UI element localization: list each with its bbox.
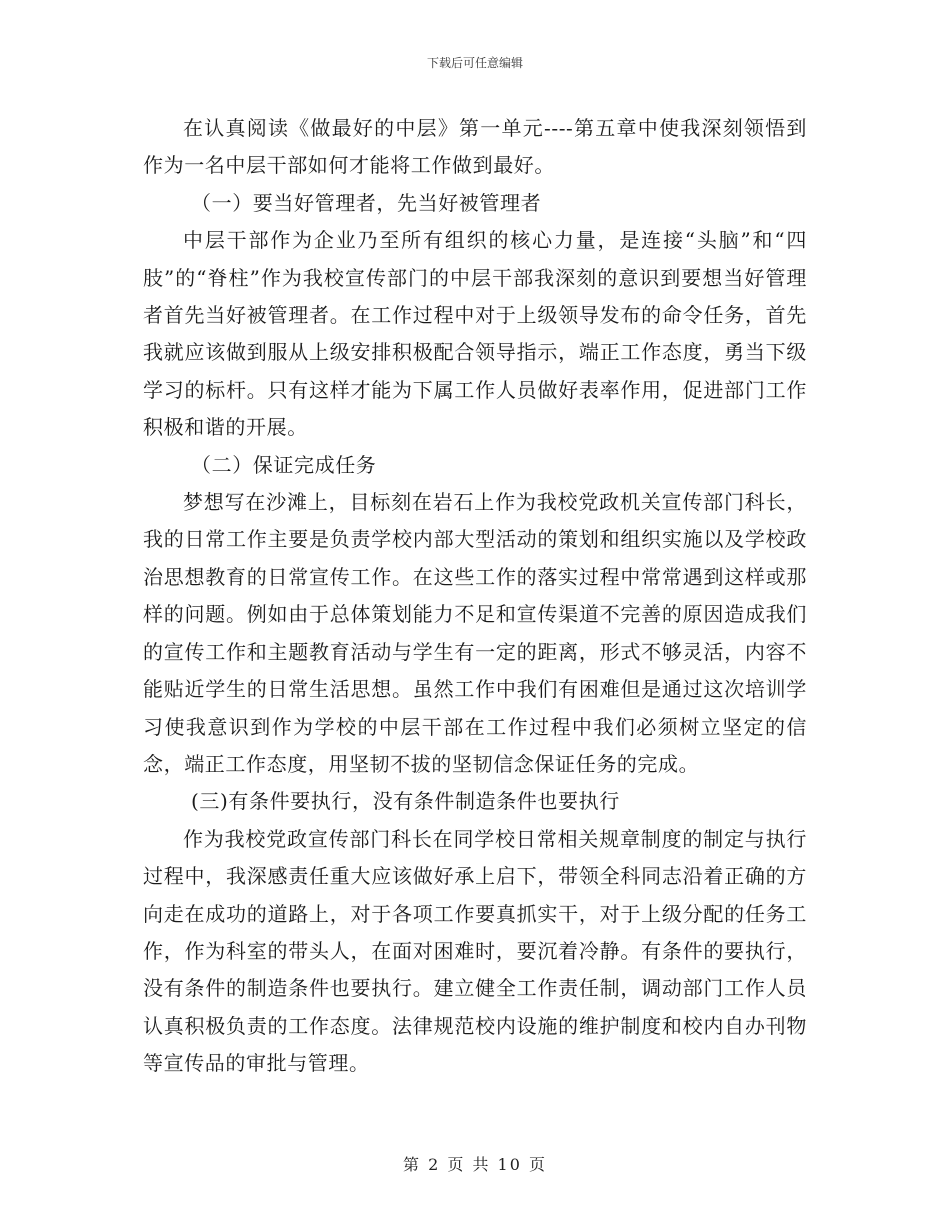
intro-paragraph: 在认真阅读《做最好的中层》第一单元----第五章中使我深刻领悟到作为一名中层干部如何才能将工作做到最好。 <box>143 116 807 178</box>
section-heading-3: (三)有条件要执行，没有条件制造条件也要执行 <box>191 789 620 814</box>
section-heading-2: （二）保证完成任务 <box>191 452 377 477</box>
document-body <box>143 110 807 1083</box>
section-paragraph-1: 中层干部作为企业乃至所有组织的核心力量，是连接“头脑”和“四肢”的“脊柱”作为我校宣传部门的中层干部我深刻的意识到要想当好管理者首先当好被管理者。在工作过程中对于上级领导发布的命令任务，首先我就应该做到服从上级安排积极配合领导指示，端正工作态度，勇当下级学习的标杆。只有这样才能为下属工作人员做好表率作用，促进部门工作积极和谐的开展。 <box>143 228 807 440</box>
page-header: 下载后可任意编辑 <box>426 56 523 70</box>
section-paragraph-3: 作为我校党政宣传部门科长在同学校日常相关规章制度的制定与执行过程中，我深感责任重大应该做好承上启下，带领全科同志沿着正确的方向走在成功的道路上，对于各项工作要真抓实干，对于上级分配的任务工作，作为科室的带头人，在面对困难时，要沉着冷静。有条件的要执行，没有条件的制造条件也要执行。建立健全工作责任制，调动部门工作人员认真积极负责的工作态度。法律规范校内设施的维护制度和校内自办刊物等宣传品的审批与管理。 <box>143 826 807 1076</box>
page-number: 第 2 页 共 10 页 <box>403 1155 547 1174</box>
section-paragraph-2: 梦想写在沙滩上，目标刻在岩石上作为我校党政机关宣传部门科长，我的日常工作主要是负责学校内部大型活动的策划和组织实施以及学校政治思想教育的日常宣传工作。在这些工作的落实过程中常常遇到这样或那样的问题。例如由于总体策划能力不足和宣传渠道不完善的原因造成我们的宣传工作和主题教育活动与学生有一定的距离，形式不够灵活，内容不能贴近学生的日常生活思想。虽然工作中我们有困难但是通过这次培训学习使我意识到作为学校的中层干部在工作过程中我们必须树立坚定的信念，端正工作态度，用坚韧不拔的坚韧信念保证任务的完成。 <box>143 490 807 776</box>
section-heading-1: （一）要当好管理者，先当好被管理者 <box>191 190 542 215</box>
